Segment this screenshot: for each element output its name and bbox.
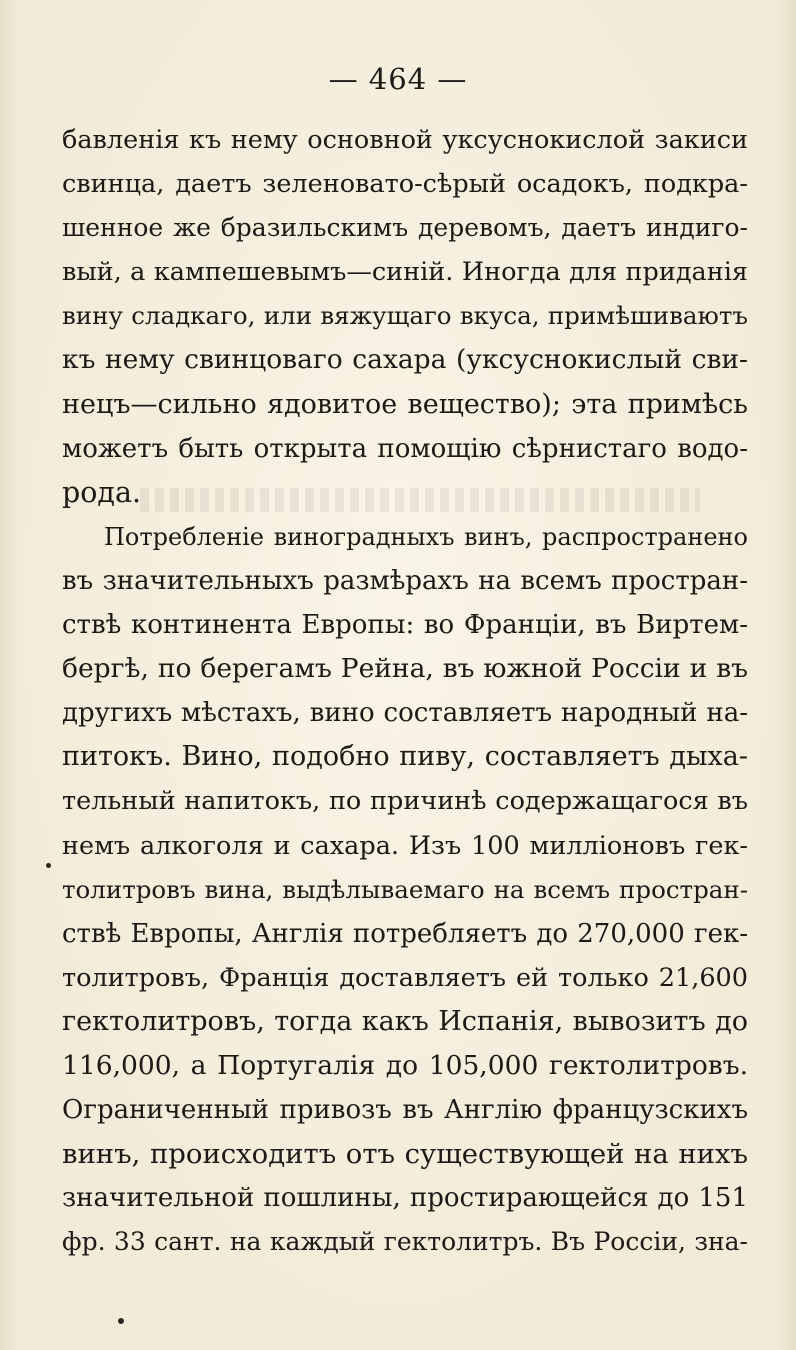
page-number: — 464 —: [328, 62, 468, 96]
text-line: нецъ—сильно ядовитое вещество); эта примѣсь: [62, 388, 748, 420]
text-line: вый, а кампешевымъ—синій. Иногда для приданія: [62, 257, 748, 288]
text-line: ствѣ Европы, Англія потребляетъ до 270,000 гек-: [62, 918, 748, 949]
text-line: ствѣ континента Европы: во Франціи, въ Виртем-: [62, 610, 748, 641]
text-line: къ нему свинцоваго сахара (уксуснокислый сви-: [62, 344, 748, 376]
text-line: въ значительныхъ размѣрахъ на всемъ простран-: [62, 565, 748, 596]
text-line: немъ алкоголя и сахара. Изъ 100 милліоновъ гек-: [62, 830, 748, 861]
text-line: толитровъ вина, выдѣлываемаго на всемъ простран-: [62, 874, 748, 904]
text-line: свинца, даетъ зеленовато-сѣрый осадокъ, подкра-: [62, 169, 748, 200]
ink-speck: [46, 863, 51, 868]
text-line: бавленія къ нему основной уксуснокислой закиси: [62, 125, 748, 155]
text-line: можетъ быть открыта помощію сѣрнистаго водо-: [62, 433, 748, 464]
text-line: бергѣ, по берегамъ Рейна, въ южной Россіи и въ: [62, 653, 748, 685]
text-line: винъ, происходитъ отъ существующей на нихъ: [62, 1138, 748, 1171]
ink-speck: [118, 1318, 124, 1324]
text-line: значительной пошлины, простирающейся до 151: [62, 1183, 748, 1214]
paragraph-first-line: Потребленіе виноградныхъ винъ, распространено: [104, 522, 748, 551]
body-text: [62, 118, 748, 1264]
text-line: другихъ мѣстахъ, вино составляетъ народный на-: [62, 698, 748, 729]
text-line: шенное же бразильскимъ деревомъ, даетъ индиго-: [62, 213, 748, 243]
text-line: гектолитровъ, тогда какъ Испанія, вывозитъ до: [62, 1005, 748, 1037]
text-line: питокъ. Вино, подобно пиву, составляетъ дыха-: [62, 741, 748, 773]
text-line: 116,000, а Португалія до 105,000 гектолитровъ.: [62, 1049, 748, 1081]
text-line: вину сладкаго, или вяжущаго вкуса, примѣшиваютъ: [62, 301, 748, 331]
text-line: рода.: [62, 475, 142, 509]
text-line: Ограниченный привозъ въ Англію французскихъ: [62, 1095, 748, 1126]
text-line: толитровъ, Франція доставляетъ ей только 21,600: [62, 962, 748, 993]
text-line: тельный напитокъ, по причинѣ содержащагося въ: [62, 786, 748, 817]
text-line: фр. 33 сант. на каждый гектолитръ. Въ Россіи, зна-: [62, 1227, 748, 1257]
